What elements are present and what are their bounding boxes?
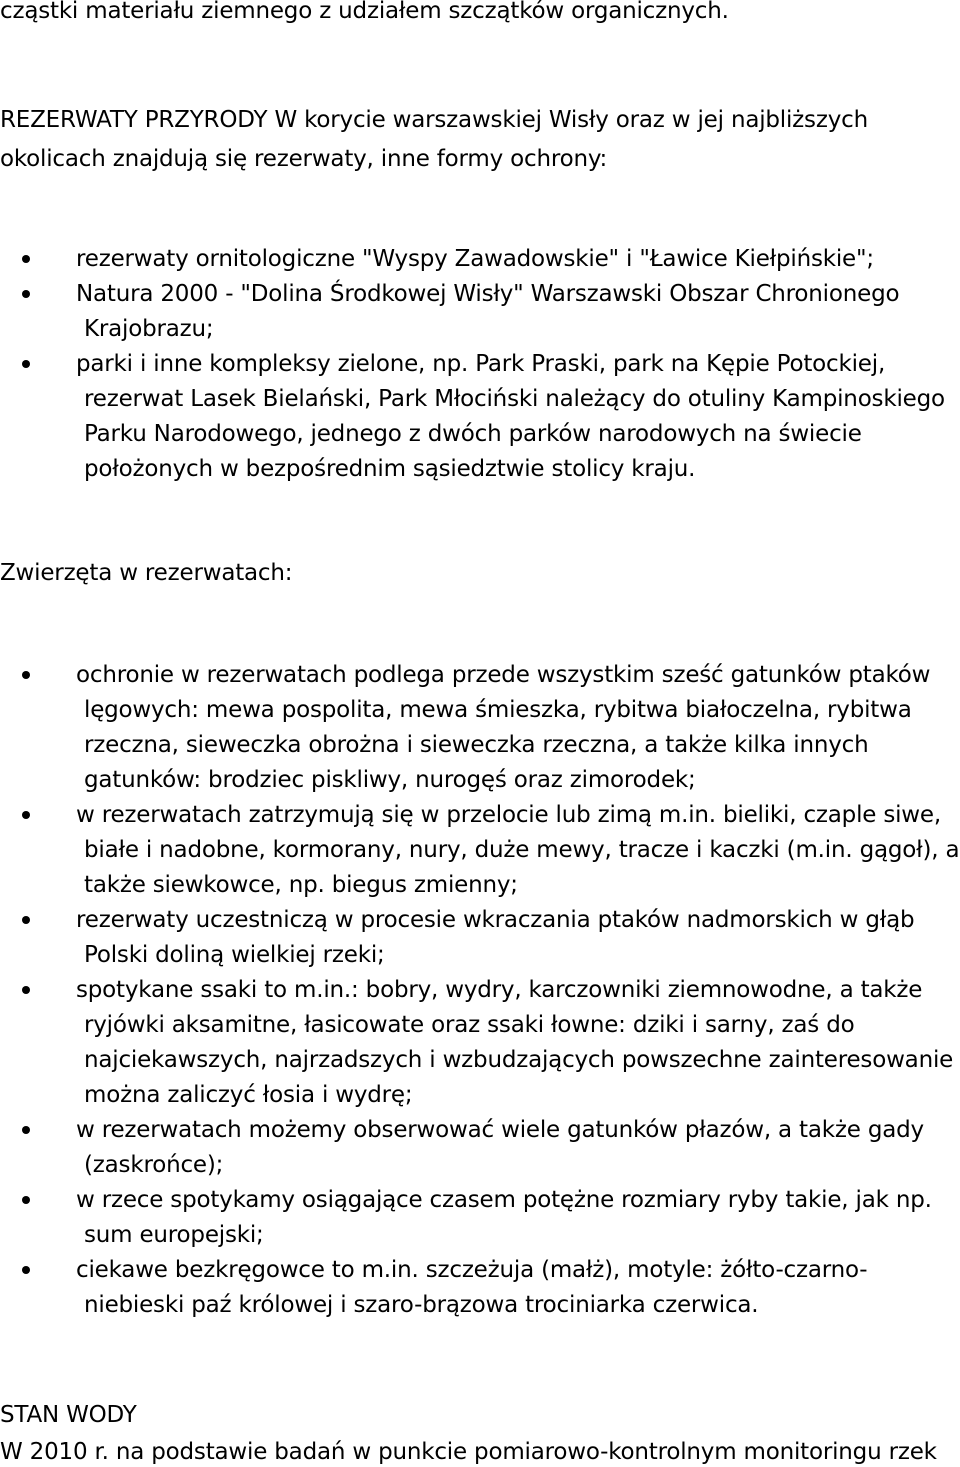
- bullet-icon: [22, 986, 30, 994]
- animals-heading: Zwierzęta w rezerwatach:: [0, 560, 293, 586]
- list-item-text: w rezerwatach zatrzymują się w przelocie lub zimą m.in. bieliki, czaple siwe, białe i nadobne, kormorany, nury, duże mewy, tracze i kaczki (m.in. gągoł), a także siewkowce, np. biegus zmienny;: [76, 802, 960, 898]
- list-item: [0, 903, 960, 973]
- list-item: [0, 347, 960, 487]
- bullet-icon: [22, 1126, 30, 1134]
- reserves-intro-line-1: REZERWATY PRZYRODY W korycie warszawskiej Wisły oraz w jej najbliższych: [0, 107, 868, 133]
- reserves-intro-line-2: okolicach znajdują się rezerwaty, inne formy ochrony:: [0, 146, 608, 172]
- bullet-icon: [22, 360, 30, 368]
- list-item-text: rezerwaty uczestniczą w procesie wkraczania ptaków nadmorskich w głąb Polski doliną wielkiej rzeki;: [76, 907, 915, 968]
- top-fragment-text: cząstki materiału ziemnego z udziałem szczątków organicznych.: [0, 0, 729, 24]
- list-item: [0, 973, 960, 1113]
- bullet-icon: [22, 290, 30, 298]
- list-item: [0, 658, 960, 798]
- list-item-text: w rezerwatach możemy obserwować wiele gatunków płazów, a także gady (zaskrońce);: [76, 1117, 924, 1178]
- list-item: [0, 277, 960, 347]
- list-item-text: spotykane ssaki to m.in.: bobry, wydry, karczowniki ziemnowodne, a także ryjówki aksamitne, łasicowate oraz ssaki łowne: dziki i sarny, zaś do najciekawszych, najrzadszych i wzbudzających powszechne zainteresowanie można zaliczyć łosia i wydrę;: [76, 977, 954, 1108]
- list-item-text: Natura 2000 - "Dolina Środkowej Wisły" Warszawski Obszar Chronionego Krajobrazu;: [76, 281, 900, 342]
- list-item-text: w rzece spotykamy osiągające czasem potężne rozmiary ryby takie, jak np. sum europejski;: [76, 1187, 932, 1248]
- bullet-icon: [22, 916, 30, 924]
- list-item-text: rezerwaty ornitologiczne "Wyspy Zawadowskie" i "Ławice Kiełpińskie";: [76, 246, 874, 272]
- list-item-text: parki i inne kompleksy zielone, np. Park Praski, park na Kępie Potockiej, rezerwat Lasek Bielański, Park Młociński należący do otuliny Kampinoskiego Parku Narodowego, jednego z dwóch parków narodowych na świecie położonych w bezpośrednim sąsiedztwie stolicy kraju.: [76, 351, 945, 482]
- water-heading: STAN WODY: [0, 1402, 137, 1428]
- reserves-list: [0, 242, 960, 487]
- list-item-text: ciekawe bezkręgowce to m.in. szczeżuja (małż), motyle: żółto-czarno-niebieski paź królowej i szaro-brązowa trociniarka czerwica.: [76, 1257, 868, 1318]
- list-item: [0, 1253, 960, 1323]
- list-item: [0, 1113, 960, 1183]
- animals-list: [0, 658, 960, 1323]
- bullet-icon: [22, 1196, 30, 1204]
- water-line: W 2010 r. na podstawie badań w punkcie pomiarowo-kontrolnym monitoringu rzek: [0, 1439, 937, 1465]
- list-item: [0, 1183, 960, 1253]
- bullet-icon: [22, 255, 30, 263]
- list-item: [0, 798, 960, 903]
- list-item: [0, 242, 960, 277]
- bullet-icon: [22, 1266, 30, 1274]
- bullet-icon: [22, 671, 30, 679]
- list-item-text: ochronie w rezerwatach podlega przede wszystkim sześć gatunków ptaków lęgowych: mewa pospolita, mewa śmieszka, rybitwa białoczelna, rybitwa rzeczna, sieweczka obrożna i sieweczka rzeczna, a także kilka innych gatunków: brodziec piskliwy, nurogęś oraz zimorodek;: [76, 662, 931, 793]
- bullet-icon: [22, 811, 30, 819]
